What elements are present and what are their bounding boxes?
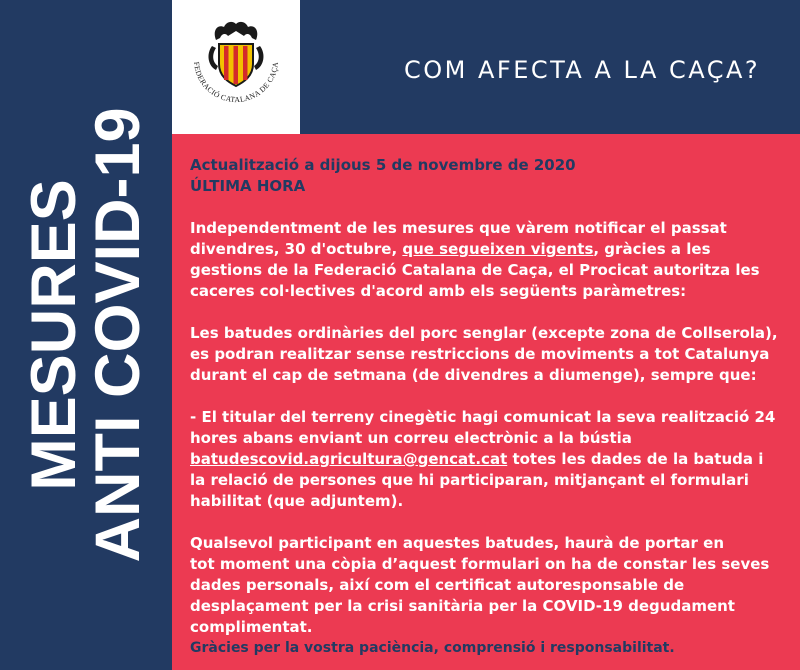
text-line: desplaçament per la crisi sanitària per la COVID-19 degudament (190, 597, 735, 615)
text-line: - El titular del terreny cinegètic hagi comunicat la seva realització 24 (190, 408, 776, 426)
text-line: divendres, 30 d'octubre, que segueixen vigents, gràcies a les (190, 240, 711, 258)
text-line: batudescovid.agricultura@gencat.cat totes les dades de la batuda i (190, 450, 764, 468)
text-line: Qualsevol participant en aquestes batudes, haurà de portar en (190, 534, 725, 552)
side-title-line-1: MESURES (19, 179, 89, 491)
text-line: complimentat. (190, 618, 313, 636)
text-line: tot moment una còpia d’aquest formulari on ha de constar les seves (190, 555, 770, 573)
paragraph-intro (190, 218, 790, 302)
text-line: dades personals, així com el certificat autoresponsable de (190, 576, 685, 594)
text-line: Les batudes ordinàries del porc senglar (excepte zona de Collserola), (190, 324, 778, 342)
side-title-line-2: ANTI COVID-19 (83, 107, 153, 563)
text-line: Independentment de les mesures que vàrem notificar el passat (190, 219, 727, 237)
vigents-link[interactable]: que segueixen vigents (402, 240, 594, 258)
svg-text:FEDERACIÓ CATALANA DE CAÇA: FEDERACIÓ CATALANA DE CAÇA (191, 61, 281, 105)
thanks-message: Gràcies per la vostra paciència, comprensió i responsabilitat. (190, 640, 675, 656)
text-line: es podran realitzar sense restriccions de moviments a tot Catalunya (190, 345, 770, 363)
paragraph-participants (190, 533, 790, 638)
update-date: Actualització a dijous 5 de novembre de 2020 (190, 156, 576, 174)
text-line: durant el cap de setmana (de divendres a diumenge), sempre que: (190, 366, 757, 384)
email-link[interactable]: batudescovid.agricultura@gencat.cat (190, 450, 508, 468)
text-line: caceres col·lectives d'acord amb els següents paràmetres: (190, 282, 687, 300)
page-headline: COM AFECTA A LA CAÇA? (404, 56, 761, 84)
paragraph-conditions (190, 407, 790, 512)
text-line: gestions de la Federació Catalana de Caça, el Procicat autoritza les (190, 261, 760, 279)
paragraph-batudes (190, 323, 790, 386)
federation-logo (172, 0, 300, 134)
text-line: habilitat (que adjuntem). (190, 492, 404, 510)
last-hour-label: ÚLTIMA HORA (190, 177, 306, 195)
text-line: la relació de persones que hi participaran, mitjançant el formulari (190, 471, 749, 489)
text-line: hores abans enviant un correu electrònic a la bústia (190, 429, 632, 447)
announcement-body (190, 155, 790, 659)
